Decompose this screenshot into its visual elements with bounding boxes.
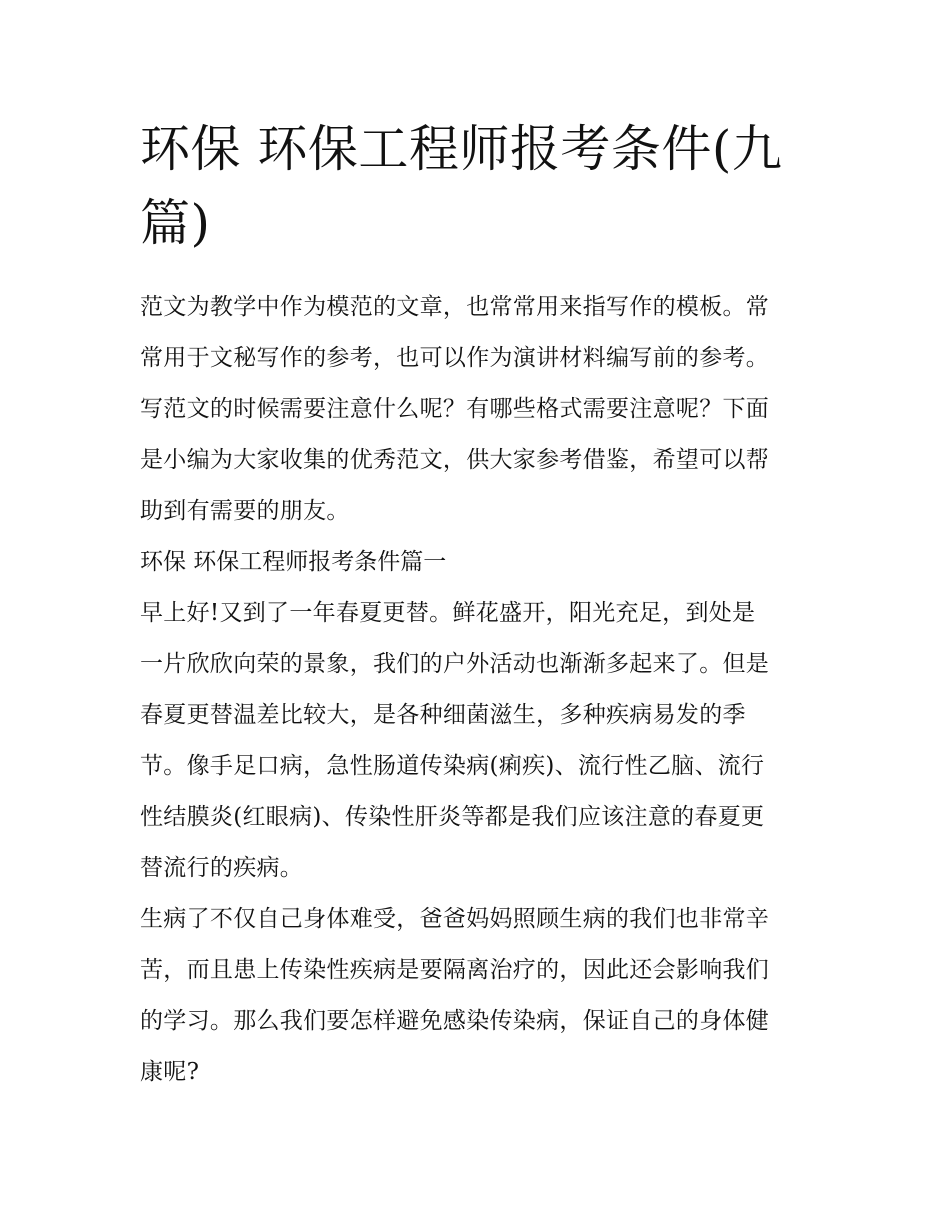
text-line: 一片欣欣向荣的景象，我们的户外活动也渐渐多起来了。但是	[140, 651, 770, 677]
body-paragraph-1	[140, 588, 820, 894]
text-line: 范文为教学中作为模范的文章，也常常用来指写作的模板。常	[140, 294, 770, 320]
text-line: 助到有需要的朋友。	[140, 498, 350, 524]
document-page	[140, 112, 820, 1098]
text-line: 生病了不仅自己身体难受，爸爸妈妈照顾生病的我们也非常辛	[140, 906, 770, 932]
text-line: 是小编为大家收集的优秀范文，供大家参考借鉴，希望可以帮	[140, 447, 770, 473]
body-paragraph-2	[140, 894, 820, 1098]
text-line: 苦，而且患上传染性疾病是要隔离治疗的，因此还会影响我们	[140, 957, 770, 983]
text-line: 节。像手足口病，急性肠道传染病(痢疾)、流行性乙脑、流行	[140, 753, 765, 779]
text-line: 的学习。那么我们要怎样避免感染传染病，保证自己的身体健	[140, 1008, 770, 1034]
text-line: 康呢?	[140, 1059, 200, 1085]
document-title	[140, 112, 820, 260]
title-line-1: 环保 环保工程师报考条件(九	[140, 120, 783, 178]
text-line: 替流行的疾病。	[140, 855, 304, 881]
section-heading: 环保 环保工程师报考条件篇一	[140, 549, 447, 575]
text-line: 春夏更替温差比较大，是各种细菌滋生，多种疾病易发的季	[140, 702, 746, 728]
title-line-2: 篇)	[140, 194, 211, 252]
intro-paragraph	[140, 282, 820, 537]
text-line: 性结膜炎(红眼病)、传染性肝炎等都是我们应该注意的春夏更	[140, 804, 765, 830]
text-line: 写范文的时候需要注意什么呢？有哪些格式需要注意呢？下面	[140, 396, 770, 422]
text-line: 早上好!又到了一年春夏更替。鲜花盛开，阳光充足，到处是	[140, 600, 756, 626]
text-line: 常用于文秘写作的参考，也可以作为演讲材料编写前的参考。	[140, 345, 770, 371]
